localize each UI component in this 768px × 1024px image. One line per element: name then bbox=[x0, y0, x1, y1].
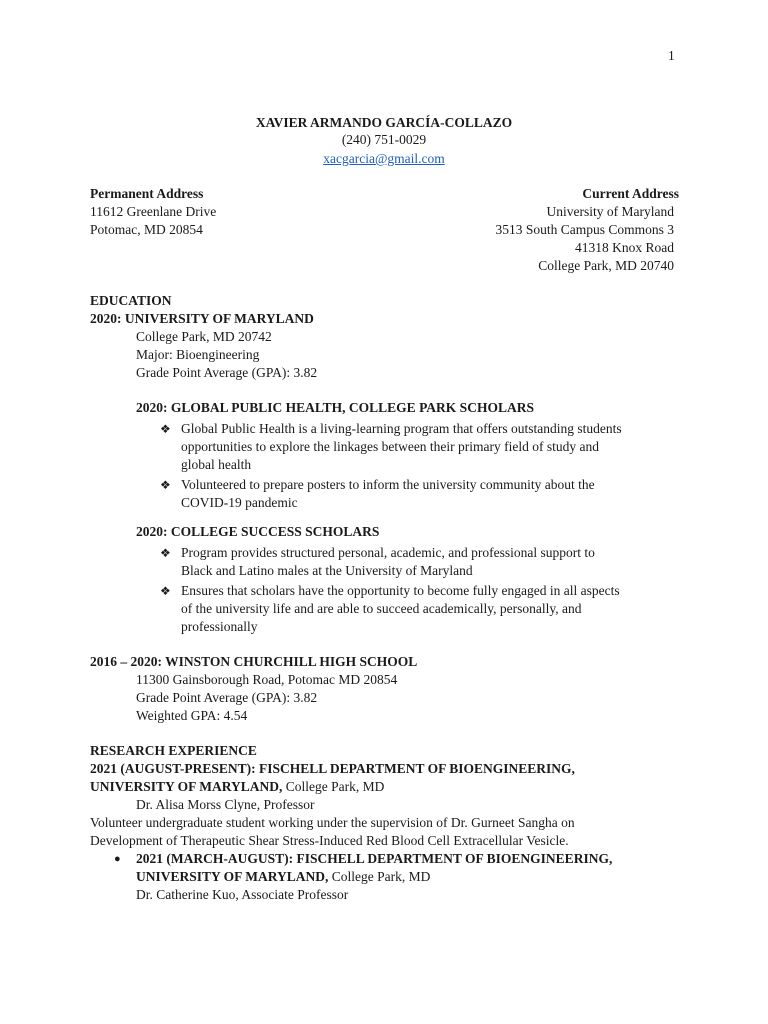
permanent-address-heading: Permanent Address bbox=[90, 186, 204, 201]
css-bullet-line: professionally bbox=[181, 619, 258, 634]
current-address-heading: Current Address bbox=[582, 186, 679, 201]
dot-bullet-icon: ● bbox=[114, 853, 121, 865]
job2-employer-location: College Park, MD bbox=[328, 869, 431, 884]
job1-supervisor: Dr. Alisa Morss Clyne, Professor bbox=[136, 797, 315, 812]
research-heading: RESEARCH EXPERIENCE bbox=[90, 743, 257, 758]
job1-description: Development of Therapeutic Shear Stress-Induced Red Blood Cell Extracellular Vesicle. bbox=[90, 833, 569, 848]
umd-title: 2020: UNIVERSITY OF MARYLAND bbox=[90, 311, 314, 326]
job2-title: 2021 (MARCH-AUGUST): FISCHELL DEPARTMENT OF BIOENGINEERING, bbox=[136, 851, 613, 866]
gph-bullet-line: Global Public Health is a living-learning program that offers outstanding students bbox=[181, 421, 622, 436]
job2-supervisor: Dr. Catherine Kuo, Associate Professor bbox=[136, 887, 349, 902]
permanent-address-line: Potomac, MD 20854 bbox=[90, 222, 203, 237]
gph-bullet-line: opportunities to explore the linkages between their primary field of study and bbox=[181, 439, 600, 454]
css-bullet-line: Black and Latino males at the University of Maryland bbox=[181, 563, 473, 578]
diamond-bullet-icon: ❖ bbox=[160, 546, 171, 560]
job2-employer-name: UNIVERSITY OF MARYLAND, bbox=[136, 869, 329, 884]
umd-location: College Park, MD 20742 bbox=[136, 329, 272, 344]
diamond-bullet-icon: ❖ bbox=[160, 422, 171, 436]
job2-employer bbox=[136, 868, 430, 886]
applicant-name: XAVIER ARMANDO GARCÍA-COLLAZO bbox=[255, 115, 513, 130]
umd-gpa: Grade Point Average (GPA): 3.82 bbox=[136, 365, 318, 380]
education-heading: EDUCATION bbox=[90, 293, 172, 308]
diamond-bullet-icon: ❖ bbox=[160, 478, 171, 492]
wchs-address: 11300 Gainsborough Road, Potomac MD 20854 bbox=[136, 672, 398, 687]
job1-description: Volunteer undergraduate student working under the supervision of Dr. Gurneet Sangha on bbox=[90, 815, 575, 830]
wchs-gpa: Grade Point Average (GPA): 3.82 bbox=[136, 690, 318, 705]
phone-number: (240) 751-0029 bbox=[341, 132, 427, 147]
css-bullet-line: Ensures that scholars have the opportunity to become fully engaged in all aspects bbox=[181, 583, 620, 598]
current-address-line: 41318 Knox Road bbox=[575, 240, 674, 255]
umd-major: Major: Bioengineering bbox=[136, 347, 260, 362]
gph-bullet-line: Volunteered to prepare posters to inform the university community about the bbox=[181, 477, 595, 492]
job1-title: 2021 (AUGUST-PRESENT): FISCHELL DEPARTMENT OF BIOENGINEERING, bbox=[90, 761, 575, 776]
gph-title: 2020: GLOBAL PUBLIC HEALTH, COLLEGE PARK SCHOLARS bbox=[136, 400, 534, 415]
job1-employer-name: UNIVERSITY OF MARYLAND, bbox=[90, 779, 283, 794]
job1-employer-location: College Park, MD bbox=[282, 779, 385, 794]
diamond-bullet-icon: ❖ bbox=[160, 584, 171, 598]
current-address-line: University of Maryland bbox=[546, 204, 674, 219]
permanent-address-line: 11612 Greenlane Drive bbox=[90, 204, 217, 219]
css-bullet-line: Program provides structured personal, academic, and professional support to bbox=[181, 545, 595, 560]
gph-bullet-line: COVID-19 pandemic bbox=[181, 495, 298, 510]
css-bullet-line: of the university life and are able to succeed academically, personally, and bbox=[181, 601, 582, 616]
gph-bullet-line: global health bbox=[181, 457, 252, 472]
css-title: 2020: COLLEGE SUCCESS SCHOLARS bbox=[136, 524, 380, 539]
page-number: 1 bbox=[668, 48, 675, 63]
current-address-line: College Park, MD 20740 bbox=[538, 258, 674, 273]
wchs-title: 2016 – 2020: WINSTON CHURCHILL HIGH SCHOOL bbox=[90, 654, 418, 669]
wchs-weighted-gpa: Weighted GPA: 4.54 bbox=[136, 708, 248, 723]
email-link[interactable]: xacgarcia@gmail.com bbox=[323, 151, 445, 166]
job1-employer bbox=[90, 778, 384, 796]
current-address-line: 3513 South Campus Commons 3 bbox=[495, 222, 674, 237]
